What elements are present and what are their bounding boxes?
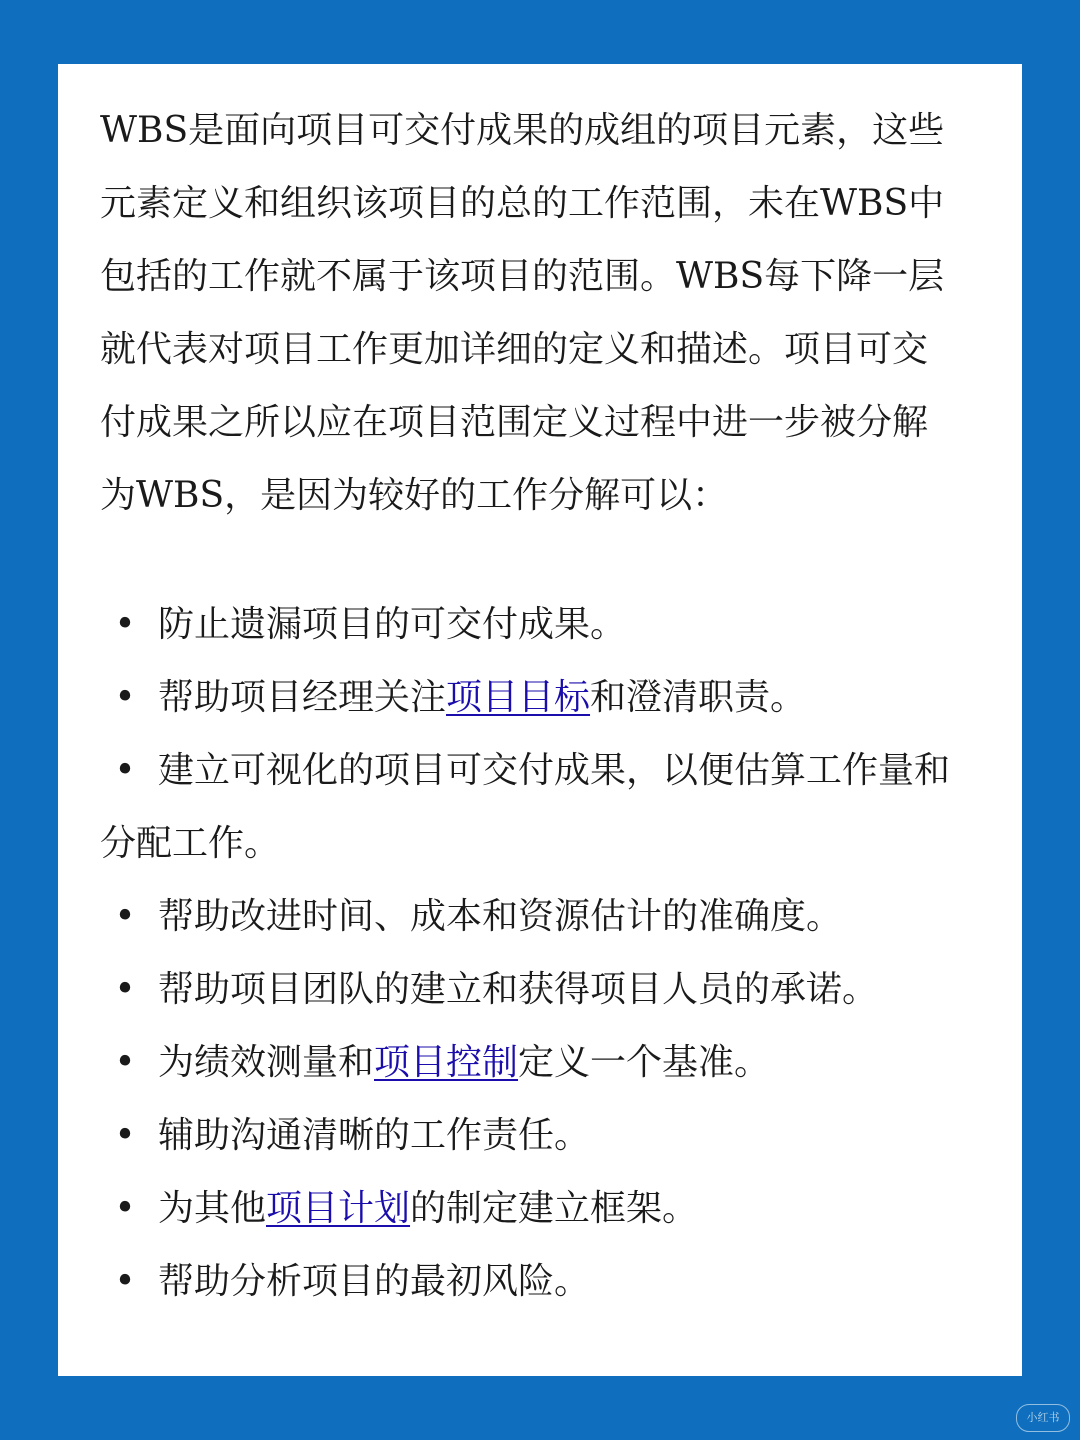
list-item-text: 防止遗漏项目的可交付成果。 (158, 604, 627, 645)
bullet-icon: • (114, 969, 136, 1010)
article-body (100, 94, 962, 1318)
list-item (100, 1026, 962, 1099)
list-item (100, 1245, 962, 1318)
list-item (100, 734, 962, 880)
bullet-icon: • (114, 1188, 136, 1229)
bullet-icon: • (114, 1042, 136, 1083)
intro-paragraph: WBS是面向项目可交付成果的成组的项目元素，这些元素定义和组织该项目的总的工作范围，未在WBS中包括的工作就不属于该项目的范围。WBS每下降一层就代表对项目工作更加详细的定义和描述。项目可交付成果之所以应在项目范围定义过程中进一步被分解为WBS，是因为较好的工作分解可以： (100, 110, 945, 516)
list-item-text: 的制定建立框架。 (410, 1188, 699, 1229)
bullet-icon: • (114, 896, 136, 937)
list-item (100, 953, 962, 1026)
bullet-icon: • (114, 750, 136, 791)
list-item (100, 880, 962, 953)
list-item-text: 定义一个基准。 (518, 1042, 771, 1083)
bullet-icon: • (114, 1115, 136, 1156)
link-project-goals[interactable]: 项目目标 (446, 677, 591, 718)
list-item-text: 帮助项目经理关注 (158, 677, 447, 718)
list-item (100, 588, 962, 661)
list-item-text: 建立可视化的项目可交付成果，以便估算工作量和分配工作。 (100, 750, 951, 864)
link-project-control[interactable]: 项目控制 (374, 1042, 519, 1083)
bullet-icon: • (114, 1261, 136, 1302)
link-project-plan[interactable]: 项目计划 (266, 1188, 411, 1229)
bullet-list (100, 588, 962, 1318)
bullet-icon: • (114, 604, 136, 645)
list-item-text: 为绩效测量和 (158, 1042, 375, 1083)
list-item-text: 和澄清职责。 (590, 677, 807, 718)
list-item (100, 1172, 962, 1245)
list-item-text: 辅助沟通清晰的工作责任。 (158, 1115, 591, 1156)
list-item-text: 为其他 (158, 1188, 267, 1229)
watermark-logo: 小红书 (1016, 1404, 1070, 1432)
list-item-text: 帮助改进时间、成本和资源估计的准确度。 (158, 896, 843, 937)
list-item (100, 661, 962, 734)
list-item-text: 帮助分析项目的最初风险。 (158, 1261, 591, 1302)
bullet-icon: • (114, 677, 136, 718)
list-item-text: 帮助项目团队的建立和获得项目人员的承诺。 (158, 969, 879, 1010)
list-item (100, 1099, 962, 1172)
